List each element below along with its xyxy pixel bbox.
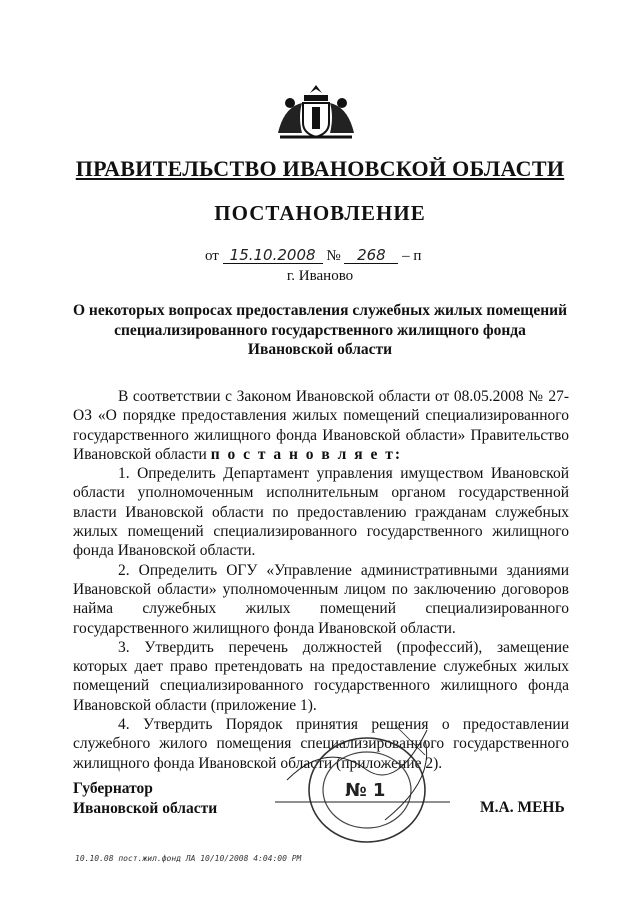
- subject-line: О некоторых вопросах предоставления служебных жилых помещений: [72, 302, 567, 319]
- item-4: 4. Утвердить Порядок принятия решения о предоставлении служебного жилого помещения специализированного государственного жилищного фонда Ивановской области (приложение 2).: [73, 716, 569, 772]
- number-sign: №: [326, 248, 341, 264]
- signatory-name: М.А. МЕНЬ: [480, 799, 565, 816]
- document-city: г. Иваново: [286, 268, 354, 284]
- item-2: 2. Определить ОГУ «Управление административными зданиями Ивановской области» уполномоченным лицом по заключению договоров найма служебных жилых помещений специализированного государственного жилищного фонда Ивановской области.: [73, 561, 569, 637]
- number-suffix: – п: [402, 248, 422, 264]
- coat-of-arms-icon: [270, 83, 362, 143]
- intro-paragraph: [73, 387, 569, 464]
- item-3: 3. Утвердить перечень должностей (профессий), замещение которых дает право претендовать на предоставление служебных жилых помещений специализированного государственного жилищного фонда Ивановской области (приложение 1).: [73, 638, 569, 714]
- document-type: ПОСТАНОВЛЕНИЕ: [214, 201, 426, 225]
- intro-text: В соответствии с Законом Ивановской области от 08.05.2008 № 27-ОЗ «О порядке предоставления жилых помещений специализированного государственного жилищного фонда Ивановской области» Правительство Ивановской области: [73, 388, 569, 463]
- resolves-word: п о с т а н о в л я е т:: [210, 445, 403, 463]
- subject-line: Ивановской области: [247, 341, 393, 358]
- signatory-position: [73, 779, 217, 819]
- government-title: ПРАВИТЕЛЬСТВО ИВАНОВСКОЙ ОБЛАСТИ: [75, 156, 565, 181]
- subject-line: специализированного государственного жилищного фонда: [114, 321, 526, 339]
- document-date: 15.10.2008: [223, 247, 323, 264]
- official-stamp-icon: [275, 720, 465, 850]
- stamp-number: № 1: [345, 780, 386, 801]
- document-body: [73, 387, 569, 773]
- document-subject: [70, 301, 570, 360]
- position-line: Ивановской области: [73, 800, 218, 817]
- position-line: Губернатор: [73, 780, 153, 797]
- date-prefix: от: [205, 248, 219, 264]
- document-number: 268: [344, 247, 398, 264]
- item-1: 1. Определить Департамент управления имуществом Ивановской области уполномоченным исполнительным органом государственной власти Ивановской области по предоставлению гражданам служебных жилых помещений специализированного государственного жилищного фонда Ивановской области.: [73, 465, 569, 560]
- date-number-line: [205, 247, 421, 265]
- footer-file-info: 10.10.08 пост.жил.фонд ЛА 10/10/2008 4:04:00 PM: [75, 854, 302, 863]
